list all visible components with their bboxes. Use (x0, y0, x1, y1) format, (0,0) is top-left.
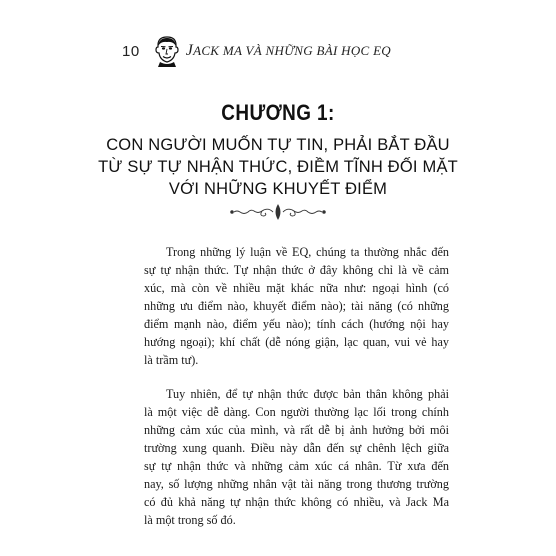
chapter-label: CHƯƠNG 1: (221, 100, 335, 125)
running-header (122, 34, 391, 68)
text-line: là trầm tư). (144, 353, 199, 367)
jack-ma-portrait-icon (152, 35, 182, 67)
text-line: là một trong số đó. (144, 513, 236, 527)
text-line: hướng ngoại); khí chất (dễ nóng giận, lạc quan, vui vẻ hay (144, 335, 449, 349)
paragraph (144, 385, 449, 529)
book-title (186, 42, 391, 60)
page-number: 10 (122, 42, 140, 60)
text-line: những ưu điểm nào, khuyết điểm nào); tài năng (có những (144, 299, 449, 313)
text-line: Trong những lý luận về EQ, chúng ta thường nhắc đến (166, 245, 449, 259)
paragraph (144, 243, 449, 369)
text-line: Tuy nhiên, để tự nhận thức được bản thân không phải (166, 387, 449, 401)
book-title-rest: ACK MA VÀ NHỮNG BÀI HỌC EQ (193, 43, 391, 58)
text-line: xúc, mà còn về nhiều mặt khác nữa như: ngoại hình (có (144, 281, 449, 295)
text-line: có đủ khả năng tự nhận thức không có nhiều, và Jack Ma (144, 495, 449, 509)
text-line: sự tự nhận thức và những cảm xúc cá nhân. Từ xưa đến (144, 459, 449, 473)
text-line: nay, số lượng những nhân vật tài năng trong thương trường (144, 477, 449, 491)
flourish-divider-icon (228, 203, 328, 221)
chapter-title-line: CON NGƯỜI MUỐN TỰ TIN, PHẢI BẮT ĐẦU (106, 136, 450, 154)
text-line: sự tự nhận thức. Tự nhận thức ở đây không chỉ là về cảm (144, 263, 449, 277)
body-text (144, 243, 449, 545)
chapter-title (60, 134, 496, 200)
chapter-title-line: TỪ SỰ TỰ NHẬN THỨC, ĐIỀM TĨNH ĐỐI MẶT (98, 158, 458, 176)
text-line: những cảm xúc của mình, và rất dễ bị ảnh hưởng bởi môi (144, 423, 449, 437)
text-line: là một việc dễ dàng. Con người thường lạc lối trong chính (144, 405, 449, 419)
book-title-initial: J (185, 42, 194, 59)
text-line: điểm mạnh nào, điểm yếu nào); tính cách (hướng nội hay (144, 317, 449, 331)
chapter-title-line: VỚI NHỮNG KHUYẾT ĐIỂM (168, 180, 388, 198)
text-line: trường xung quanh. Điều này dẫn đến sự chênh lệch giữa (144, 441, 449, 455)
